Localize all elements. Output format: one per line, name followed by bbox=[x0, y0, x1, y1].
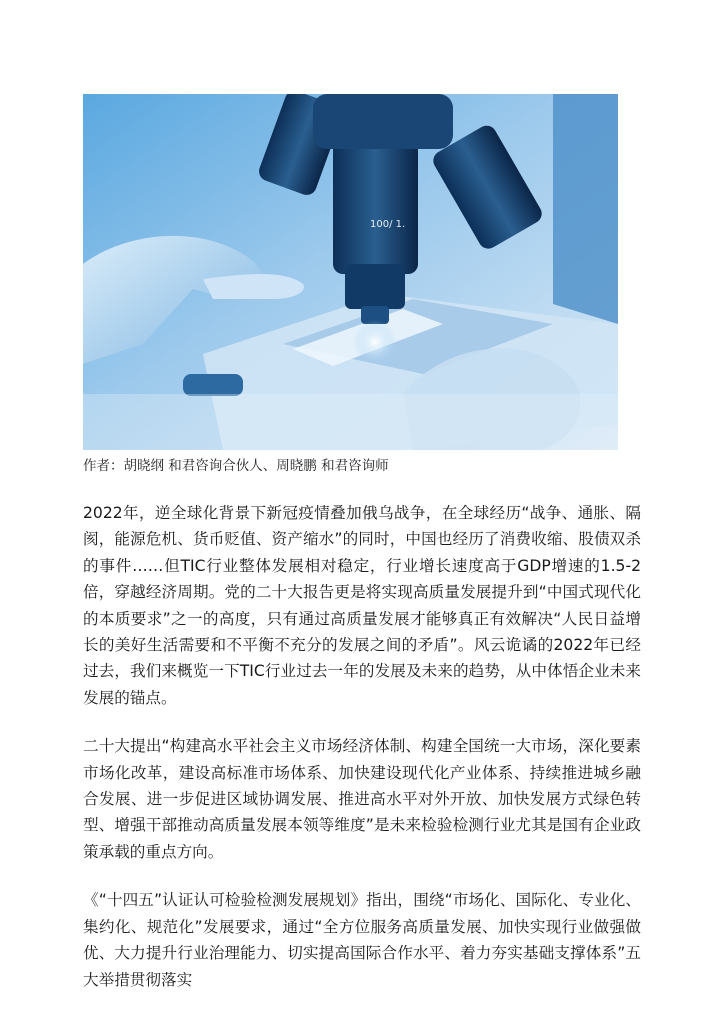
objective-label: 100/ 1. bbox=[370, 219, 406, 230]
article-body bbox=[83, 500, 641, 1015]
paragraph: 2022年，逆全球化背景下新冠疫情叠加俄乌战争，在全球经历“战争、通胀、隔阂，能源危机、货币贬值、资产缩水”的同时，中国也经历了消费收缩、股债双杀的事件……但TIC行业整体发展相对稳定，行业增长速度高于GDP增速的1.5-2倍，穿越经济周期。党的二十大报告更是将实现高质量发展提升到“中国式现代化的本质要求”之一的高度，只有通过高质量发展才能够真正有效解决“人民日益增长的美好生活需要和不平衡不充分的发展之间的矛盾”。风云诡谲的2022年已经过去，我们来概览一下TIC行业过去一年的发展及未来的趋势，从中体悟企业未来发展的锚点。 bbox=[83, 504, 641, 707]
paragraph: 二十大提出“构建高水平社会主义市场经济体制、构建全国统一大市场，深化要素市场化改革，建设高标准市场体系、加快建设现代化产业体系、持续推进城乡融合发展、进一步促进区域协调发展、推进高水平对外开放、加快发展方式绿色转型、增强干部推动高质量发展本领等维度”是未来检验检测行业尤其是国有企业政策承载的重点方向。 bbox=[83, 737, 641, 861]
paragraph: 《“十四五”认证认可检验检测发展规划》指出，围绕“市场化、国际化、专业化、集约化、规范化”发展要求，通过“全方位服务高质量发展、加快实现行业做强做优、大力提升行业治理能力、切实提高国际合作水平、着力夯实基础支撑体系”五大举措贯彻落实 bbox=[83, 891, 641, 989]
microscope-photo bbox=[83, 94, 618, 450]
hero-image bbox=[83, 94, 618, 450]
author-caption: 作者：胡晓纲 和君咨询合伙人、周晓鹏 和君咨询师 bbox=[83, 458, 389, 474]
